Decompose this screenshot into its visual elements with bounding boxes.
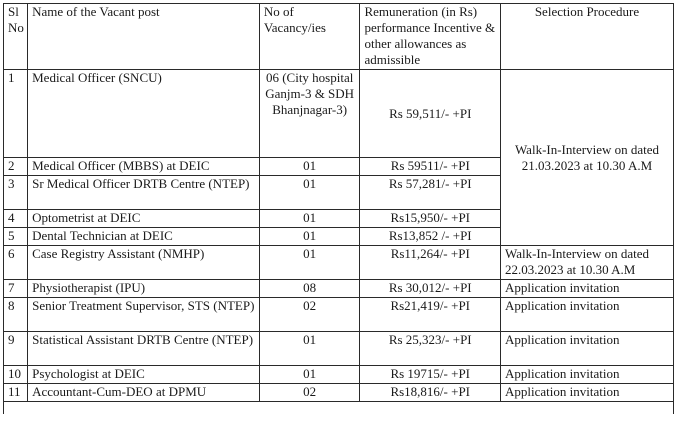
cell-vacancies: 01 xyxy=(259,210,360,228)
vacancy-table xyxy=(3,3,674,414)
cell-sl: 3 xyxy=(4,176,28,210)
cell-vacancies: 08 xyxy=(259,280,360,298)
table-row xyxy=(4,70,674,158)
cell-sl: 8 xyxy=(4,298,28,332)
cell-name: Statistical Assistant DRTB Centre (NTEP) xyxy=(28,332,260,366)
cell-vacancies: 01 xyxy=(259,158,360,176)
header-sl: Sl No xyxy=(4,4,28,70)
cell-sl: 9 xyxy=(4,332,28,366)
cut-off-row xyxy=(4,402,674,415)
cell-sl: 5 xyxy=(4,228,28,246)
cell-vacancies: 06 (City hospital Ganjm-3 & SDH Bhanjnagar-3) xyxy=(259,70,360,158)
cell-vacancies: 01 xyxy=(259,332,360,366)
cell-name: Sr Medical Officer DRTB Centre (NTEP) xyxy=(28,176,260,210)
cell-name: Dental Technician at DEIC xyxy=(28,228,260,246)
cell-sl: 11 xyxy=(4,384,28,402)
header-selection: Selection Procedure xyxy=(500,4,673,70)
cell-remuneration: Rs 25,323/- +PI xyxy=(360,332,501,366)
cell-vacancies: 01 xyxy=(259,246,360,280)
cell-remuneration: Rs11,264/- +PI xyxy=(360,246,501,280)
cell-name: Accountant-Cum-DEO at DPMU xyxy=(28,384,260,402)
cell-vacancies: 02 xyxy=(259,384,360,402)
cell-remuneration: Rs 59,511/- +PI xyxy=(360,70,501,158)
cell-selection: Walk-In-Interview on dated 22.03.2023 at 10.30 A.M xyxy=(500,246,673,280)
cell-selection-merged: Walk-In-Interview on dated 21.03.2023 at 10.30 A.M xyxy=(500,70,673,246)
header-vacancies: No of Vacancy/ies xyxy=(259,4,360,70)
cell-sl: 6 xyxy=(4,246,28,280)
cell-remuneration: Rs18,816/- +PI xyxy=(360,384,501,402)
cell-remuneration: Rs 19715/- +PI xyxy=(360,366,501,384)
cell-selection: Application invitation xyxy=(500,280,673,298)
cell-remuneration: Rs 30,012/- +PI xyxy=(360,280,501,298)
table-row xyxy=(4,332,674,366)
header-name: Name of the Vacant post xyxy=(28,4,260,70)
cell-vacancies: 01 xyxy=(259,176,360,210)
cell-selection: Application invitation xyxy=(500,384,673,402)
cell-name: Senior Treatment Supervisor, STS (NTEP) xyxy=(28,298,260,332)
cell-name: Medical Officer (MBBS) at DEIC xyxy=(28,158,260,176)
cell-selection: Application invitation xyxy=(500,332,673,366)
cell-vacancies: 01 xyxy=(259,366,360,384)
cell-name: Optometrist at DEIC xyxy=(28,210,260,228)
cell-sl: 4 xyxy=(4,210,28,228)
cell-sl: 7 xyxy=(4,280,28,298)
cell-name: Medical Officer (SNCU) xyxy=(28,70,260,158)
cell-remuneration: Rs13,852 /- +PI xyxy=(360,228,501,246)
header-remuneration: Remuneration (in Rs) performance Incentive & other allowances as admissible xyxy=(360,4,501,70)
cell-sl: 2 xyxy=(4,158,28,176)
cell-name: Physiotherapist (IPU) xyxy=(28,280,260,298)
cell-remuneration: Rs15,950/- +PI xyxy=(360,210,501,228)
table-row xyxy=(4,246,674,280)
cell-selection: Application invitation xyxy=(500,298,673,332)
cell-vacancies: 02 xyxy=(259,298,360,332)
cell-sl: 10 xyxy=(4,366,28,384)
cut-off-cell xyxy=(4,402,674,415)
cell-vacancies: 01 xyxy=(259,228,360,246)
table-row xyxy=(4,280,674,298)
cell-name: Case Registry Assistant (NMHP) xyxy=(28,246,260,280)
cell-sl: 1 xyxy=(4,70,28,158)
table-row xyxy=(4,366,674,384)
cell-name: Psychologist at DEIC xyxy=(28,366,260,384)
cell-selection: Application invitation xyxy=(500,366,673,384)
cell-remuneration: Rs 59511/- +PI xyxy=(360,158,501,176)
cell-remuneration: Rs21,419/- +PI xyxy=(360,298,501,332)
cell-remuneration: Rs 57,281/- +PI xyxy=(360,176,501,210)
header-row xyxy=(4,4,674,70)
table-row xyxy=(4,384,674,402)
table-row xyxy=(4,298,674,332)
